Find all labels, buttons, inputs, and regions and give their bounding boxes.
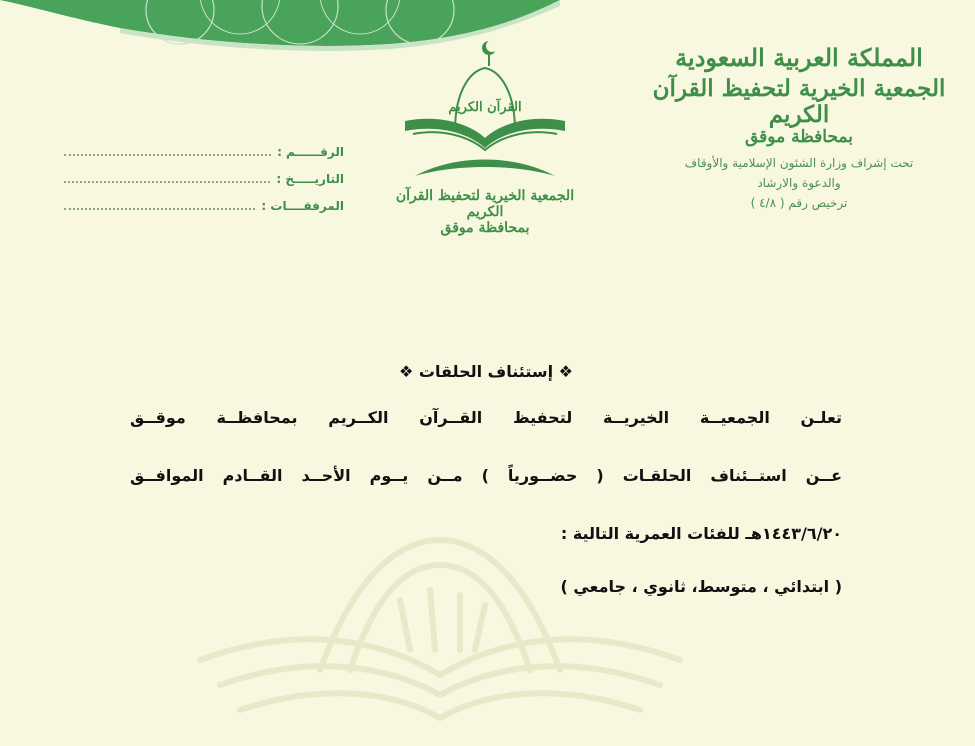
date-dotted-line	[64, 180, 270, 183]
organization-header	[649, 36, 949, 211]
announcement-body	[130, 362, 842, 596]
supervision-line-1: تحت إشراف وزارة الشئون الإسلامية والأوقاف	[684, 156, 914, 171]
attachments-label: المرفقــــات :	[261, 198, 344, 213]
announcement-line-1: تعلـن الجمعيــة الخيريــة لتحفيظ القــرآن الكــريم بمحافظــة موقــق	[130, 408, 842, 427]
association-title: الجمعية الخيرية لتحفيظ القرآن الكريم	[652, 74, 946, 129]
field-number	[64, 138, 344, 165]
field-date	[64, 165, 344, 192]
reference-fields	[64, 138, 344, 219]
announcement-line-3: ١٤٤٣/٦/٢٠هـ للفئات العمرية التالية :	[560, 524, 842, 543]
number-dotted-line	[64, 153, 271, 156]
logo-caption	[385, 188, 585, 236]
announcement-title: ❖ إستئناف الحلقات ❖	[399, 362, 573, 381]
date-label: التاريـــــخ :	[276, 171, 344, 186]
number-label: الرقــــــم :	[277, 144, 344, 159]
logo-inner-text: القرآن الكريم	[448, 100, 522, 115]
logo-caption-line1: الجمعية الخيرية لتحفيظ القرآن الكريم	[395, 188, 575, 221]
announcement-line-2: عــن استــئناف الحلقـات ( حضــورياً ) مــن يــوم الأحــد القــادم الموافــق	[130, 466, 842, 485]
quran-book-icon	[385, 36, 585, 186]
field-attachments	[64, 192, 344, 219]
age-categories: ( ابتدائي ، متوسط، ثانوي ، جامعي )	[560, 577, 842, 596]
logo-caption-line2: بمحافظة موقق	[440, 220, 530, 237]
governorate-name: بمحافظة موقق	[744, 127, 853, 148]
kingdom-title: المملكة العربية السعودية	[675, 43, 923, 72]
supervision-line-2: والدعوة والارشاد	[757, 176, 841, 191]
association-logo	[385, 36, 585, 236]
attachments-dotted-line	[64, 207, 255, 210]
license-number: ترخيص رقم ( ٤/٨ )	[750, 196, 848, 211]
announcement-paragraph	[130, 403, 842, 548]
